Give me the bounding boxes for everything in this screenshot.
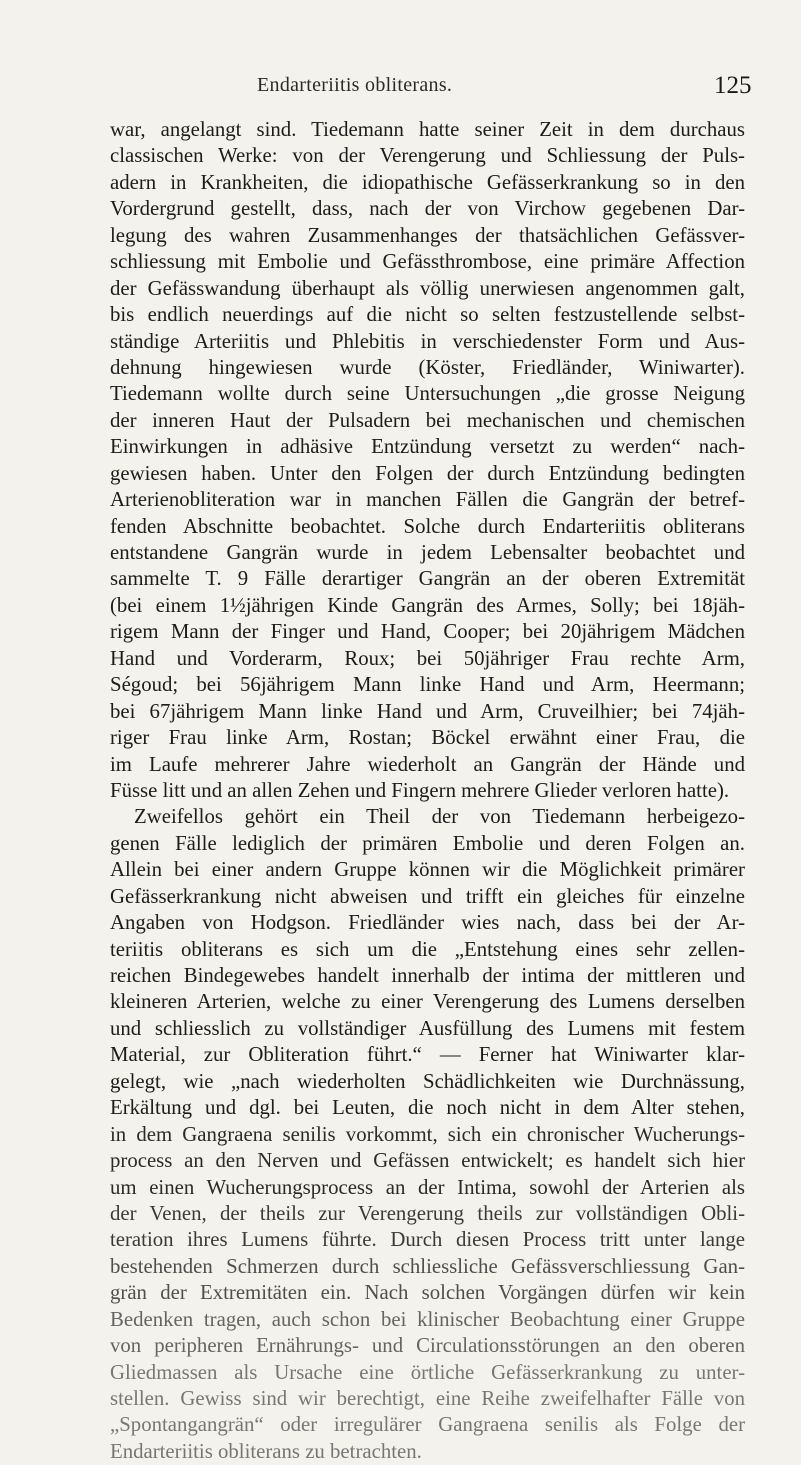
text-line: „Spontangangrän“ oder irregulärer Gangraena senilis als Folge der [110,1413,745,1437]
text-line: bestehenden Schmerzen durch schliessliche Gefässverschliessung Gan- [110,1254,745,1278]
text-line: reichen Bindegewebes handelt innerhalb der intima der mittleren und [110,964,745,987]
text-line: Erkältung und dgl. bei Leuten, die noch nicht in dem Alter stehen, [110,1096,745,1120]
running-header [0,72,801,112]
text-line: Material, zur Obliteration führt.“ — Ferner hat Winiwarter klar- [110,1043,745,1067]
text-line: in dem Gangraena senilis vorkommt, sich ein chronischer Wucherungs- [110,1122,745,1146]
text-line: process an den Nerven und Gefässen entwickelt; es handelt sich hier [110,1149,745,1173]
body-text [110,117,745,1465]
text-line: war, angelangt sind. Tiedemann hatte seiner Zeit in dem durchaus [110,118,745,141]
text-line: gewiesen haben. Unter den Folgen der durch Entzündung bedingten [110,461,745,485]
text-line: genen Fälle lediglich der primären Embolie und deren Folgen an. [110,831,745,855]
text-line: sammelte T. 9 Fälle derartiger Gangrän an der oberen Extremität [110,567,745,591]
text-line: adern in Krankheiten, die idiopathische Gefässerkrankung so in den [110,170,745,194]
text-line: riger Frau linke Arm, Rostan; Böckel erwähnt einer Frau, die [110,726,745,750]
text-line: Gliedmassen als Ursache eine örtliche Gefässerkrankung zu unter- [110,1360,745,1384]
text-line: fenden Abschnitte beobachtet. Solche durch Endarteriitis obliterans [110,514,745,538]
text-line: Gefässerkrankung nicht abweisen und trifft ein gleiches für einzelne [110,884,745,908]
text-line: von peripheren Ernährungs- und Circulationsstörungen an den oberen [110,1334,745,1358]
text-line: Bedenken tragen, auch schon bei klinischer Beobachtung einer Gruppe [110,1307,745,1331]
text-line: ständige Arteriitis und Phlebitis in verschiedenster Form und Aus- [110,329,745,353]
text-line: Tiedemann wollte durch seine Untersuchungen „die grosse Neigung [110,382,745,406]
text-line: Zweifellos gehört ein Theil der von Tiedemann herbeigezo- [134,805,745,829]
text-line: rigem Mann der Finger und Hand, Cooper; bei 20jährigem Mädchen [110,620,745,644]
text-line: legung des wahren Zusammenhanges der thatsächlichen Gefässver- [110,223,745,247]
text-line: Füsse litt und an allen Zehen und Fingern mehrere Glieder verloren hatte). [110,778,730,802]
text-line: dehnung hingewiesen wurde (Köster, Friedländer, Winiwarter). [110,355,745,379]
text-line: (bei einem 1½jährigen Kinde Gangrän des Armes, Solly; bei 18jäh- [110,593,745,617]
page-number: 125 [714,72,752,99]
text-line: grän der Extremitäten ein. Nach solchen Vorgängen dürfen wir kein [110,1281,745,1305]
text-line: im Laufe mehrerer Jahre wiederholt an Gangrän der Hände und [110,752,745,776]
text-line: der inneren Haut der Pulsadern bei mechanischen und chemischen [110,408,745,432]
text-line: kleineren Arterien, welche zu einer Verengerung des Lumens derselben [110,990,745,1014]
text-line: der Venen, der theils zur Verengerung theils zur vollständigen Obli- [110,1201,745,1225]
text-line: Vordergrund gestellt, dass, nach der von Virchow gegebenen Dar- [110,197,745,221]
text-line: der Gefässwandung überhaupt als völlig unerwiesen angenommen galt, [110,276,745,300]
running-title: Endarteriitis obliterans. [257,74,453,96]
text-line: bei 67jährigem Mann linke Hand und Arm, Cruveilhier; bei 74jäh- [110,699,745,723]
text-line: entstandene Gangrän wurde in jedem Lebensalter beobachtet und [110,541,745,564]
text-line: und schliesslich zu vollständiger Ausfüllung des Lumens mit festem [110,1016,745,1040]
text-line: schliessung mit Embolie und Gefässthrombose, eine primäre Affection [110,250,745,274]
text-line: Angaben von Hodgson. Friedländer wies nach, dass bei der Ar- [110,911,745,935]
text-line: Endarteriitis obliterans zu betrachten. [110,1439,422,1463]
text-line: Ségoud; bei 56jährigem Mann linke Hand und Arm, Heermann; [110,673,745,697]
text-line: gelegt, wie „nach wiederholten Schädlichkeiten wie Durchnässung, [110,1069,745,1093]
text-line: classischen Werke: von der Verengerung und Schliessung der Puls- [110,144,745,168]
text-line: teriitis obliterans es sich um die „Entstehung eines sehr zellen- [110,937,745,961]
text-line: stellen. Gewiss sind wir berechtigt, eine Reihe zweifelhafter Fälle von [110,1387,745,1410]
text-line: Arterienobliteration war in manchen Fällen die Gangrän der betref- [110,488,745,512]
text-line: um einen Wucherungsprocess an der Intima, sowohl der Arterien als [110,1175,745,1199]
text-line: Hand und Vorderarm, Roux; bei 50jähriger Frau rechte Arm, [110,646,745,670]
text-line: teration ihres Lumens führte. Durch diesen Process tritt unter lange [110,1228,745,1252]
text-line: bis endlich neuerdings auf die nicht so selten festzustellende selbst- [110,303,745,327]
text-line: Einwirkungen in adhäsive Entzündung versetzt zu werden“ nach- [110,435,745,459]
text-line: Allein bei einer andern Gruppe können wir die Möglichkeit primärer [110,858,745,882]
